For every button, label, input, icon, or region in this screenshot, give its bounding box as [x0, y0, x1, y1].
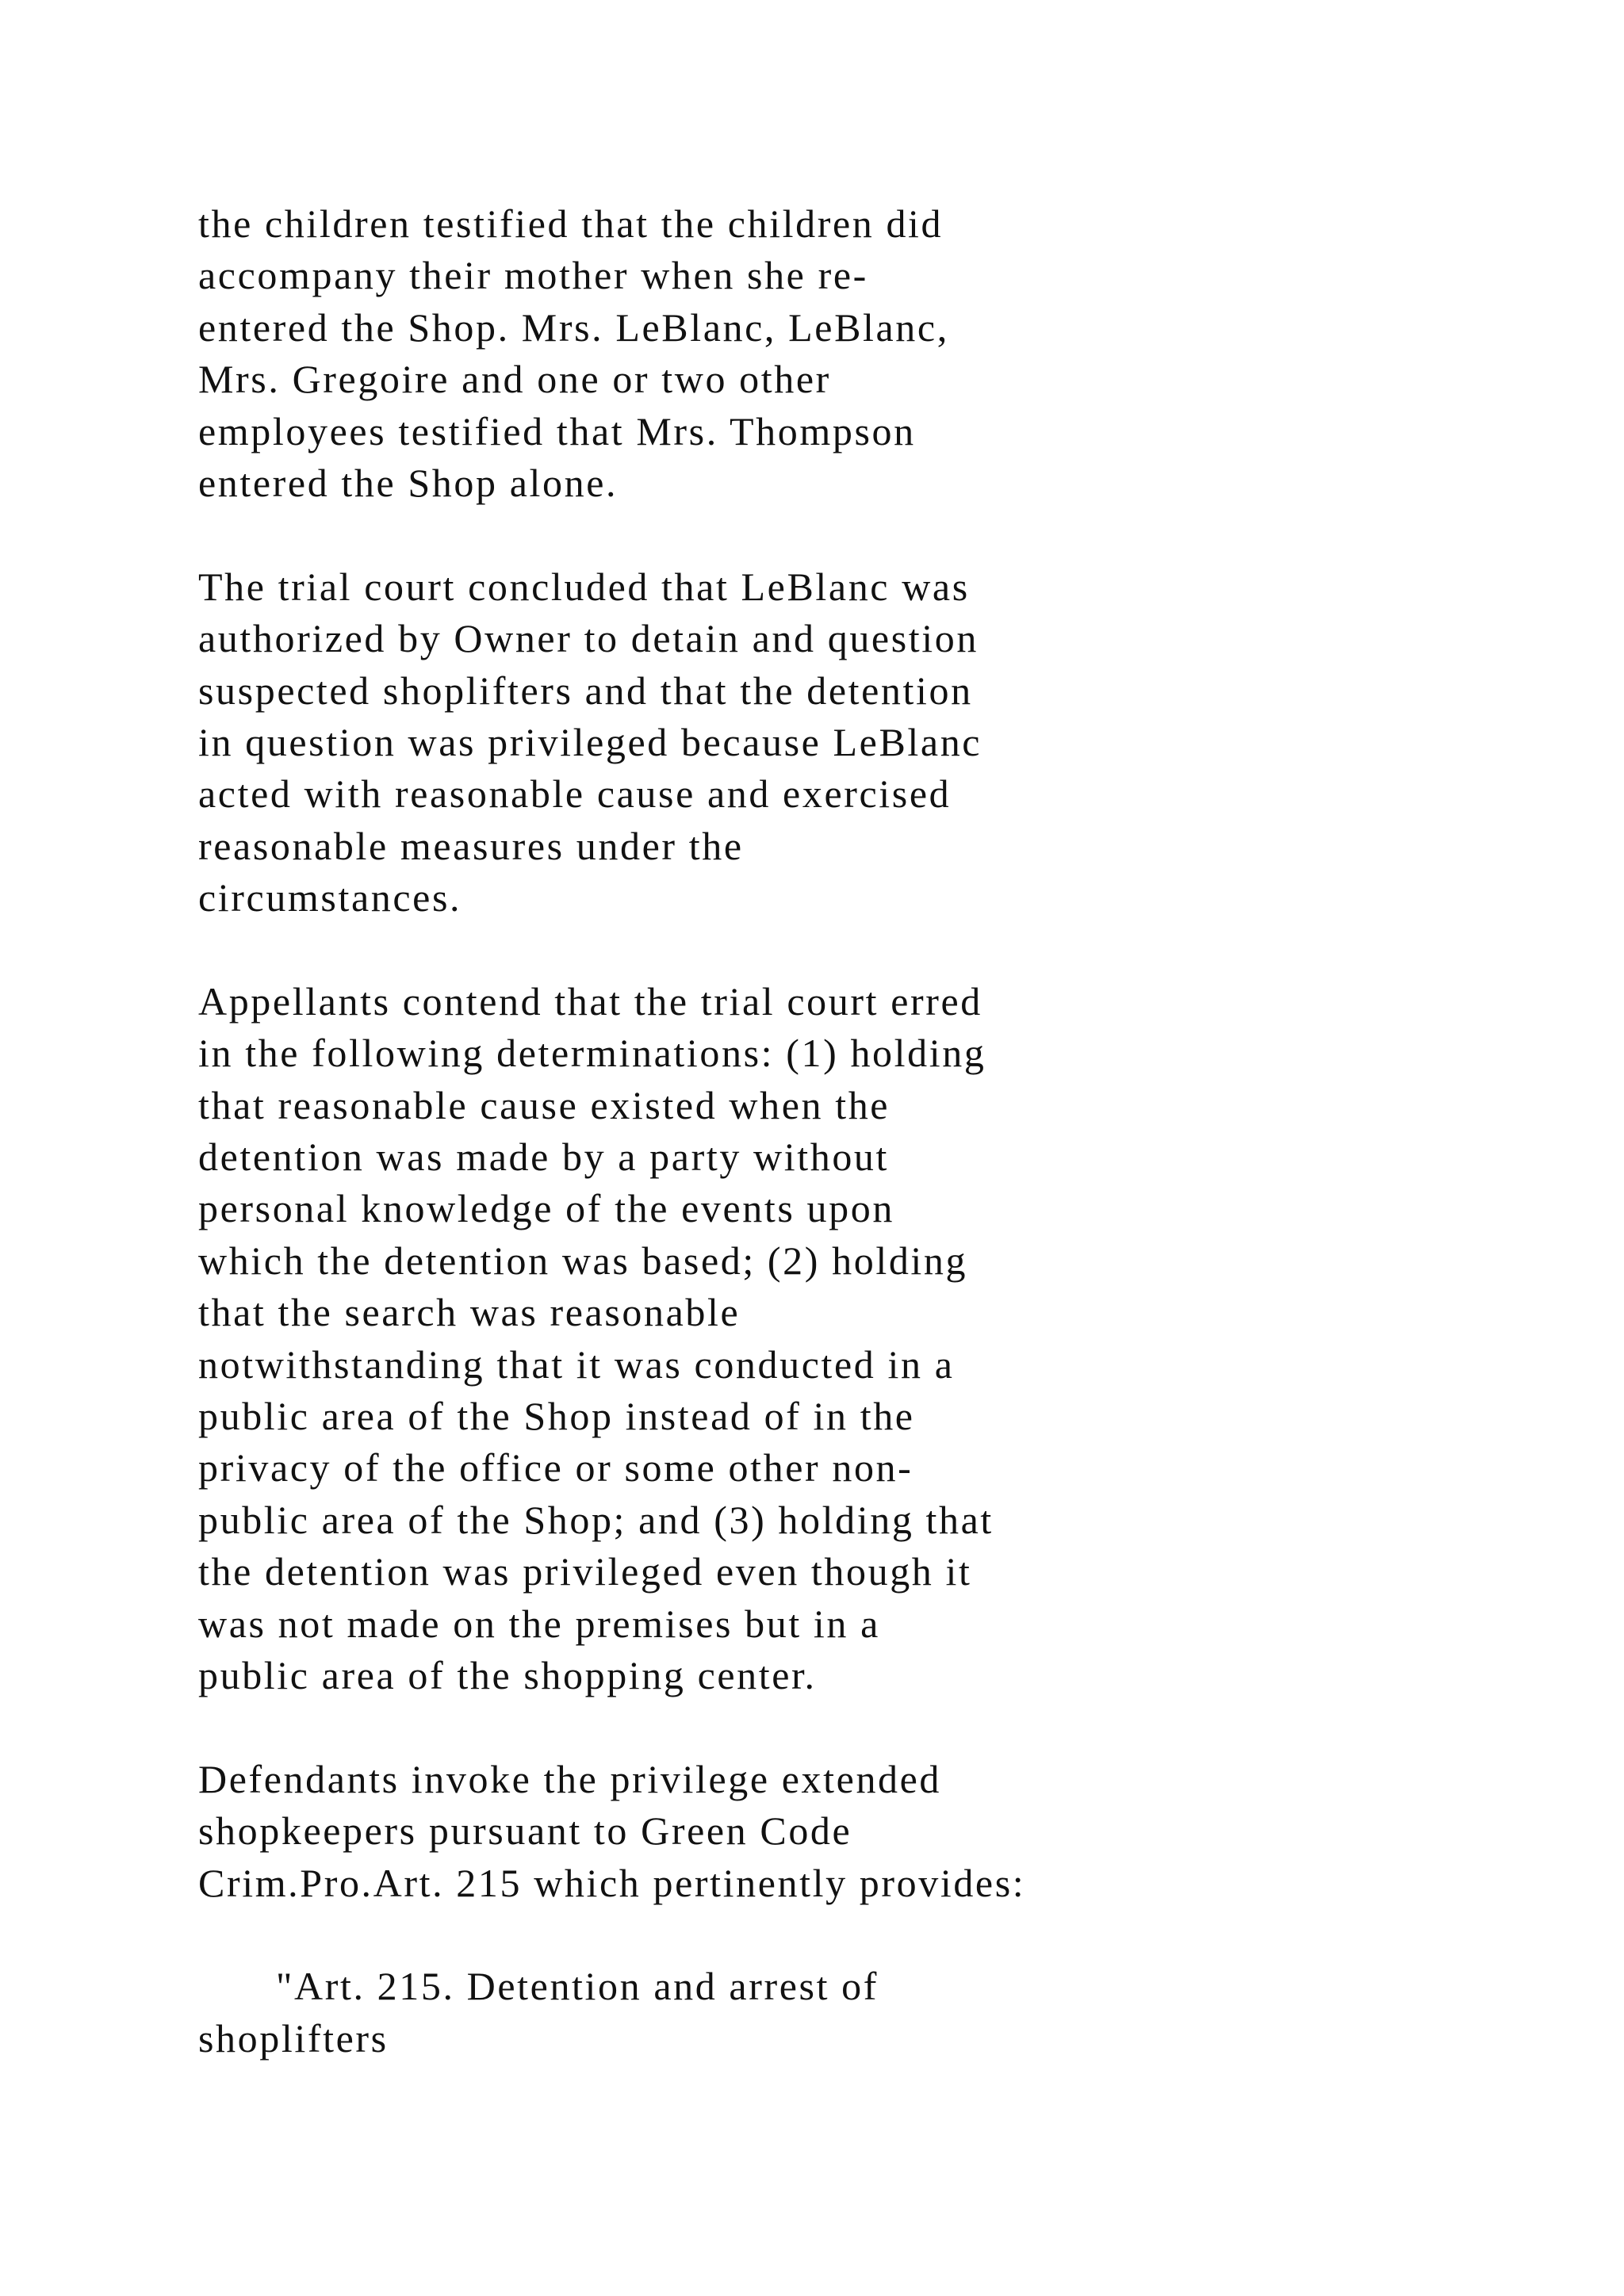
text-line: Appellants contend that the trial court erred	[198, 978, 982, 1024]
text-line: public area of the shopping center.	[198, 1652, 817, 1697]
text-line: in the following determinations: (1) holding	[198, 1031, 986, 1076]
text-line: that reasonable cause existed when the	[198, 1082, 891, 1127]
text-line: was not made on the premises but in a	[198, 1601, 880, 1646]
text-line: shopkeepers pursuant to Green Code	[198, 1808, 852, 1854]
paragraph-trial-court-conclusion	[198, 561, 1348, 924]
document-body	[198, 198, 1348, 2116]
text-line: Defendants invoke the privilege extended	[198, 1756, 942, 1801]
text-line: acted with reasonable cause and exercised	[198, 771, 952, 817]
paragraph-defendants-privilege	[198, 1754, 1348, 1909]
text-line: public area of the Shop instead of in the	[198, 1393, 915, 1438]
text-line: accompany their mother when she re-	[198, 253, 868, 298]
text-line: personal knowledge of the events upon	[198, 1186, 894, 1231]
text-line: notwithstanding that it was conducted in a	[198, 1341, 955, 1387]
paragraph-appellants-contentions	[198, 976, 1348, 1701]
text-line: in question was privileged because LeBlanc	[198, 719, 982, 764]
text-line: the detention was privileged even though it	[198, 1549, 972, 1594]
text-line: The trial court concluded that LeBlanc was	[198, 564, 970, 609]
text-line: entered the Shop alone.	[198, 460, 619, 505]
paragraph-statute-quote	[198, 1961, 1348, 2064]
text-line: public area of the Shop; and (3) holding that	[198, 1497, 994, 1542]
text-line: authorized by Owner to detain and question	[198, 616, 979, 661]
text-line: Crim.Pro.Art. 215 which pertinently provides:	[198, 1860, 1026, 1905]
text-line: privacy of the office or some other non-	[198, 1445, 914, 1490]
text-line: employees testified that Mrs. Thompson	[198, 408, 916, 453]
text-line: "Art. 215. Detention and arrest of	[276, 1964, 879, 2009]
text-line: detention was made by a party without	[198, 1135, 890, 1180]
text-line: shoplifters	[198, 2015, 389, 2061]
text-line: which the detention was based; (2) holding	[198, 1238, 968, 1283]
text-line: Mrs. Gregoire and one or two other	[198, 357, 831, 402]
paragraph-testimony	[198, 198, 1348, 509]
text-line: reasonable measures under the	[198, 823, 744, 868]
text-line: that the search was reasonable	[198, 1290, 741, 1335]
text-line: circumstances.	[198, 875, 462, 920]
text-line: the children testified that the children did	[198, 201, 944, 246]
text-line: entered the Shop. Mrs. LeBlanc, LeBlanc,	[198, 304, 949, 350]
text-line: suspected shoplifters and that the detention	[198, 668, 973, 713]
